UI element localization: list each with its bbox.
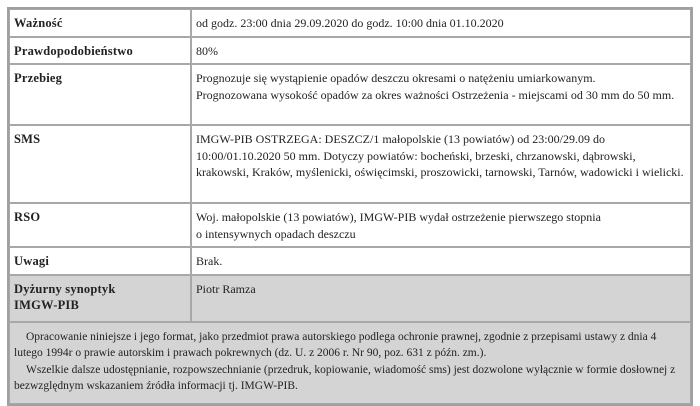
row-rso: [9, 203, 691, 247]
value-line: o intensywnych opadach deszczu: [196, 226, 356, 241]
row-sms: [9, 125, 691, 203]
row-prawdopodobienstwo: [9, 37, 691, 65]
value-line: Prognozuje się wystąpienie opadów deszczu okresami o natężeniu umiarkowanym.: [196, 71, 596, 85]
value-przebieg: [191, 64, 691, 125]
row-uwagi: [9, 247, 691, 275]
label-dyzurny-synoptyk: [9, 275, 191, 322]
value-text: Piotr Ramza: [196, 281, 256, 296]
label-waznosc: Ważność: [9, 9, 191, 37]
row-waznosc: [9, 9, 691, 37]
row-dyzurny-synoptyk: [9, 275, 691, 322]
row-przebieg: [9, 64, 691, 125]
warning-table: [7, 7, 693, 406]
value-text: Brak.: [196, 254, 223, 268]
label-przebieg: Przebieg: [9, 64, 191, 125]
copyright-paragraph: Opracowanie niniejsze i jego format, jako przedmiot prawa autorskiego podlega ochronie prawnej, zgodnie z przepisami ustawy z dnia 4 lutego 1994r o prawie autorskim i prawach pokrewnych (dz. U. z 2006 r. Nr 90, poz. 631 z późn. zm.).: [14, 330, 657, 359]
label-prawdopodobienstwo: Prawdopodobieństwo: [9, 37, 191, 65]
value-text: 80%: [196, 43, 218, 58]
value-text: od godz. 23:00 dnia 29.09.2020 do godz. 10:00 dnia 01.10.2020: [196, 16, 504, 30]
label-rso: RSO: [9, 203, 191, 247]
value-sms: [191, 125, 691, 203]
value-uwagi: [191, 247, 691, 275]
value-line: Prognozowana wysokość opadów za okres ważności Ostrzeżenia - miejscami od 30 mm do 50 mm.: [196, 87, 675, 102]
redistribution-paragraph: Wszelkie dalsze udostępnianie, rozpowszechnianie (przedruk, kopiowanie, wiadomość sms) jest dozwolone wyłącznie w formie dosłownej z bezwzględnym wskazaniem źródła informacji tj. IMGW-PIB.: [14, 363, 676, 392]
value-waznosc: [191, 9, 691, 37]
value-line: Woj. małopolskie (13 powiatów), IMGW-PIB wydał ostrzeżenie pierwszego stopnia: [196, 210, 601, 224]
label-line: IMGW-PIB: [14, 298, 80, 312]
label-uwagi: Uwagi: [9, 247, 191, 275]
label-sms: SMS: [9, 125, 191, 203]
value-dyzurny-synoptyk: [191, 275, 691, 322]
value-prawdopodobienstwo: [191, 37, 691, 65]
label-line: Dyżurny synoptyk: [14, 281, 116, 296]
row-footer: [9, 322, 691, 404]
value-text: IMGW-PIB OSTRZEGA: DESZCZ/1 małopolskie (13 powiatów) od 23:00/29.09 do 10:00/01.10.2020 50 mm. Dotyczy powiatów: bocheński, brzeski, chrzanowski, dąbrowski, krakowski, Kraków, myślenicki, oświęcimski, proszowicki, tarnowski, Tarnów, wadowicki i wielicki.: [196, 132, 684, 179]
copyright-notice: [9, 322, 691, 404]
value-rso: [191, 203, 691, 247]
